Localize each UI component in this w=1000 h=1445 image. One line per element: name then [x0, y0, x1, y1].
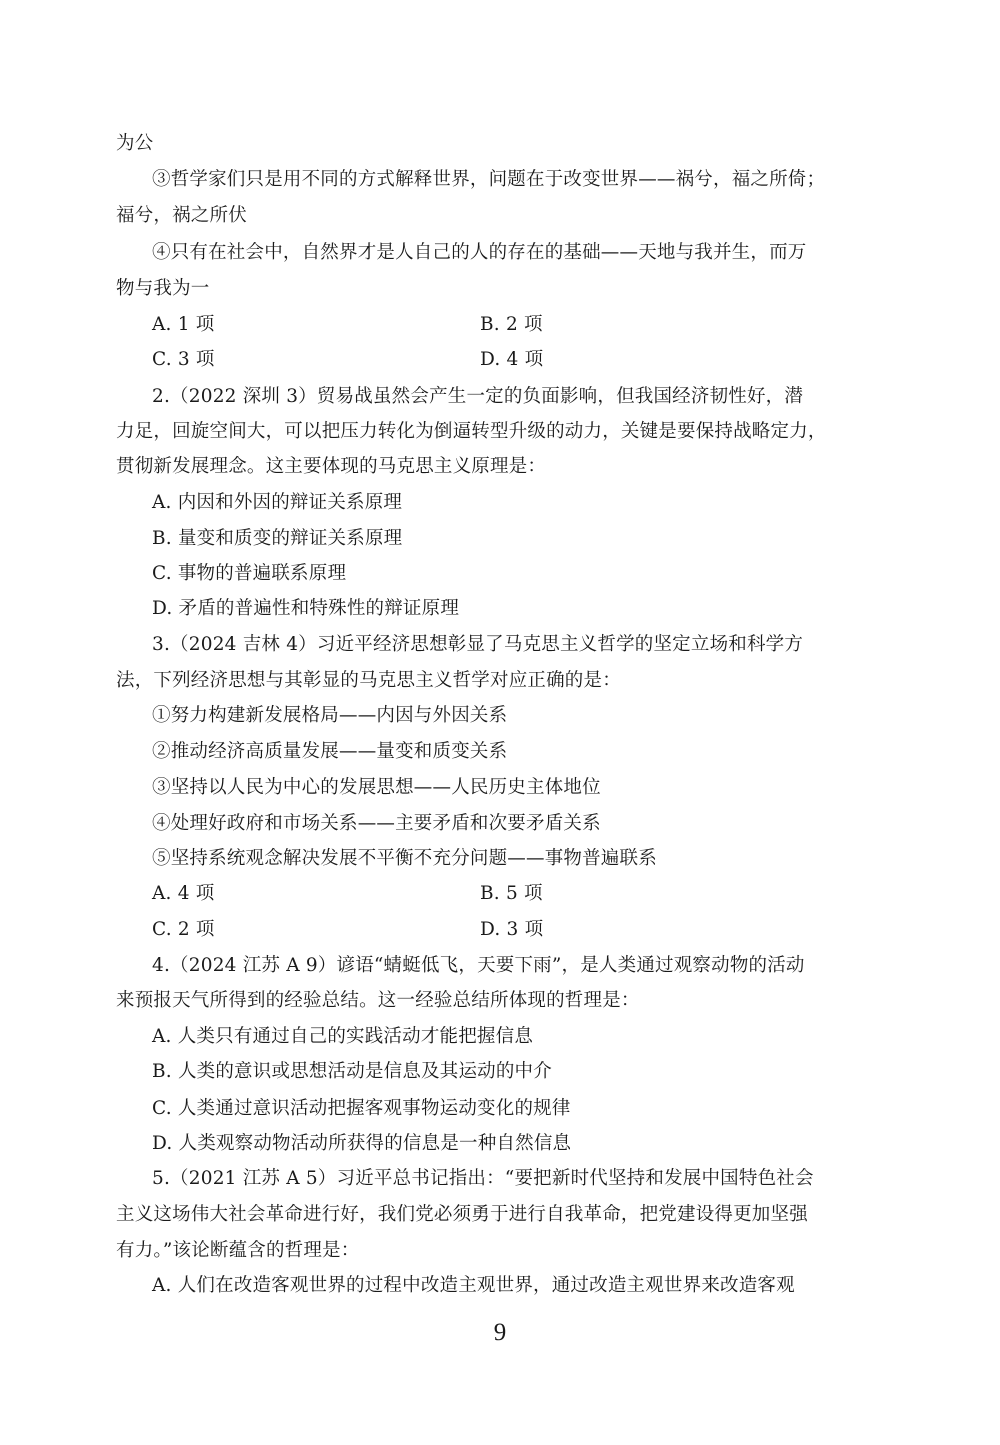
- q4-option-a: A. 人类只有通过自己的实践活动才能把握信息: [152, 1026, 534, 1047]
- q2-stem: 2.（2022 深圳 3）贸易战虽然会产生一定的负面影响，但我国经济韧性好，潜: [152, 386, 804, 407]
- q2-stem-cont: 力足，回旋空间大，可以把压力转化为倒逼转型升级的动力，关键是要保持战略定力，: [116, 421, 827, 442]
- q5-stem: 5.（2021 江苏 A 5）习近平总书记指出：“要把新时代坚持和发展中国特色社会: [152, 1168, 814, 1189]
- q3-item: ④处理好政府和市场关系——主要矛盾和次要矛盾关系: [152, 813, 601, 834]
- q2-option-b: B. 量变和质变的辩证关系原理: [152, 528, 403, 549]
- q3-item: ②推动经济高质量发展——量变和质变关系: [152, 741, 508, 762]
- q1-option-d: D. 4 项: [480, 349, 544, 370]
- q4-stem-cont: 来预报天气所得到的经验总结。这一经验总结所体现的哲理是：: [116, 990, 640, 1011]
- q5-stem-cont: 主义这场伟大社会革命进行好，我们党必须勇于进行自我革命，把党建设得更加坚强: [116, 1204, 808, 1225]
- q2-option-c: C. 事物的普遍联系原理: [152, 563, 347, 584]
- statement-4: ④只有在社会中，自然界才是人自己的人的存在的基础——天地与我并生，而万: [152, 242, 807, 263]
- q3-stem-cont: 法，下列经济思想与其彰显的马克思主义哲学对应正确的是：: [116, 670, 621, 691]
- q2-stem-cont: 贯彻新发展理念。这主要体现的马克思主义原理是：: [116, 456, 547, 477]
- q3-option-b: B. 5 项: [480, 883, 543, 904]
- q3-item: ⑤坚持系统观念解决发展不平衡不充分问题——事物普遍联系: [152, 848, 657, 869]
- q3-option-d: D. 3 项: [480, 919, 544, 940]
- statement-3-cont: 福兮，祸之所伏: [116, 205, 247, 226]
- page-number: 9: [493, 1319, 507, 1346]
- q1-option-a: A. 1 项: [152, 314, 215, 335]
- q3-stem: 3.（2024 吉林 4）习近平经济思想彰显了马克思主义哲学的坚定立场和科学方: [152, 634, 804, 655]
- q1-option-b: B. 2 项: [480, 314, 543, 335]
- statement-3: ③哲学家们只是用不同的方式解释世界，问题在于改变世界——祸兮，福之所倚；: [152, 169, 826, 190]
- q4-option-d: D. 人类观察动物活动所获得的信息是一种自然信息: [152, 1133, 572, 1154]
- q4-stem: 4.（2024 江苏 A 9）谚语“蜻蜓低飞，天要下雨”，是人类通过观察动物的活动: [152, 955, 805, 976]
- q1-option-c: C. 3 项: [152, 349, 215, 370]
- statement-4-cont: 物与我为一: [116, 278, 210, 299]
- q3-item: ③坚持以人民为中心的发展思想——人民历史主体地位: [152, 777, 601, 798]
- q4-option-b: B. 人类的意识或思想活动是信息及其运动的中介: [152, 1061, 552, 1082]
- q3-option-a: A. 4 项: [152, 883, 215, 904]
- q5-stem-cont: 有力。”该论断蕴含的哲理是：: [116, 1240, 360, 1261]
- q5-option-a: A. 人们在改造客观世界的过程中改造主观世界，通过改造主观世界来改造客观: [152, 1275, 795, 1296]
- q2-option-a: A. 内因和外因的辩证关系原理: [152, 492, 403, 513]
- q3-option-c: C. 2 项: [152, 919, 215, 940]
- q4-option-c: C. 人类通过意识活动把握客观事物运动变化的规律: [152, 1098, 571, 1119]
- continued-line: 为公: [116, 133, 154, 154]
- q2-option-d: D. 矛盾的普遍性和特殊性的辩证原理: [152, 598, 460, 619]
- q3-item: ①努力构建新发展格局——内因与外因关系: [152, 705, 508, 726]
